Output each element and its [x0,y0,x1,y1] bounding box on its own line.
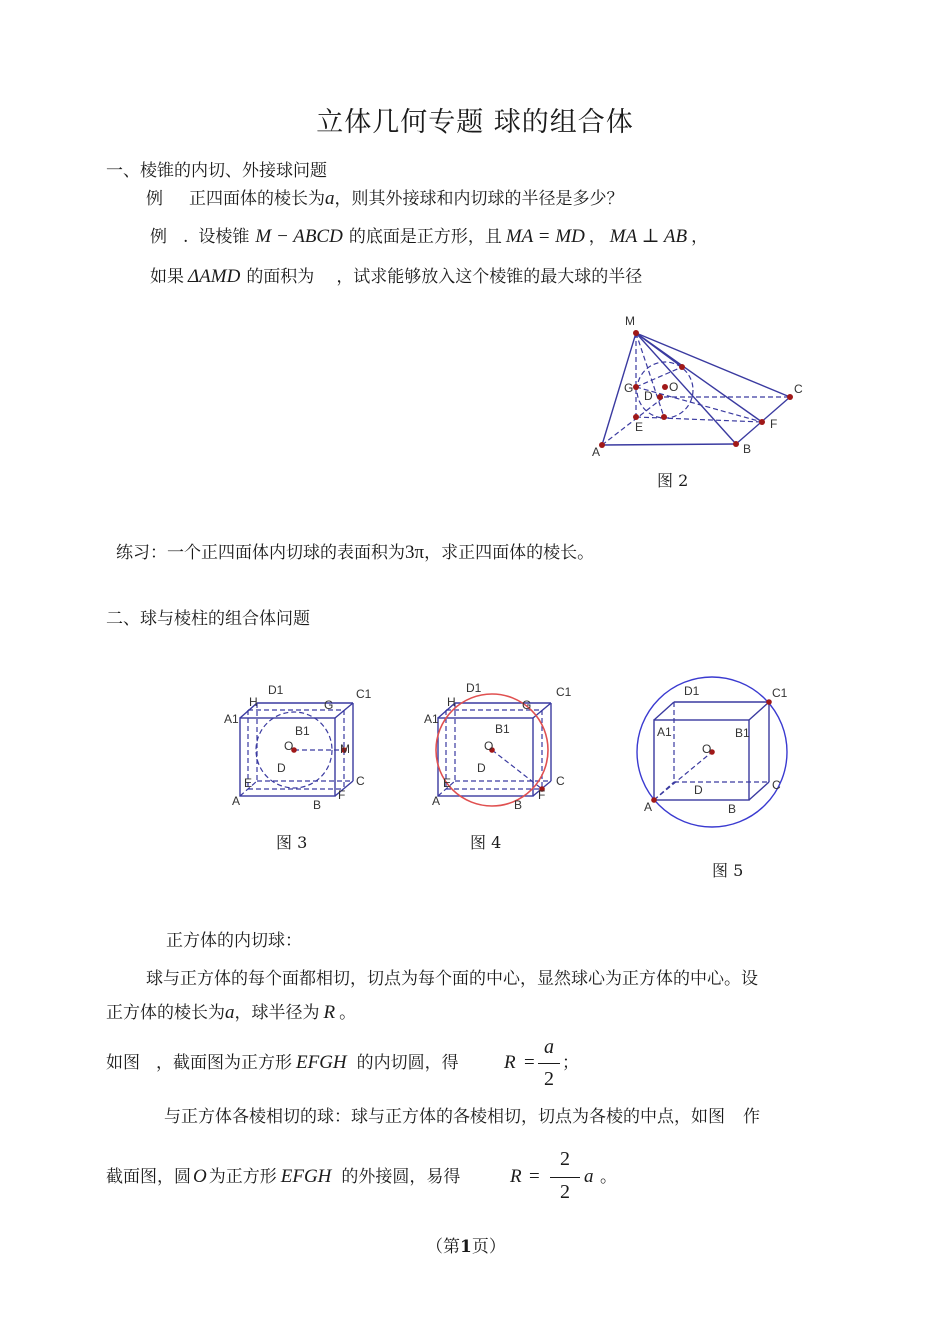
fig4-label-E: E [443,776,452,790]
example1-label: 例 [146,189,163,209]
p3-numerator: a [544,1036,554,1058]
p5-denominator: 2 [560,1181,570,1203]
paragraph-inscribed-heading: 正方体的内切球： [166,931,302,951]
fig5-label-O: O [702,742,712,756]
example1-text-a: 正四面体的棱长为 [189,189,325,209]
paragraph-inscribed-line1: 球与正方体的每个面都相切，切点为每个面的中心，显然球心为正方体的中心。设 [146,969,758,989]
p3-fraction-bar [538,1063,560,1064]
footer-page-number: 1 [460,1237,472,1257]
fig4-label-A1: A1 [424,712,439,726]
fig5-label-B1: B1 [735,726,750,740]
practice-text-b: ，求正四面体的棱长。 [424,543,595,563]
p5-b: 为正方形 [208,1167,277,1187]
section1-heading: 一、棱锥的内切、外接球问题 [106,161,327,181]
figure-5-cube-circumscribed [630,668,800,828]
fig3-label-G: G [324,698,334,712]
fig4-label-G: G [522,698,532,712]
p3-a: 如图 [106,1053,140,1073]
fig4-label-B1: B1 [495,722,510,736]
p5-c: 的外接圆，易得 [341,1167,461,1187]
fig3-label-B: B [313,798,322,812]
paragraph-midsphere-line1 [164,1106,760,1128]
fig2-label-F: F [770,417,778,431]
fig3-label-O: O [284,739,294,753]
example1-var: a [325,188,335,209]
fig2-label-G: G [624,381,634,395]
fig3-label-C1: C1 [356,687,372,701]
fig5-label-C: C [772,778,781,792]
figure-3-caption: 图 3 [276,833,308,852]
section2-heading: 二、球与棱柱的组合体问题 [106,609,310,629]
figure-4-caption: 图 4 [470,833,502,852]
p5-O: O [193,1166,207,1187]
fig2-label-D: D [644,389,653,403]
example2-cond1: MA = MD [505,226,585,247]
fig2-label-A: A [592,445,601,459]
fig5-label-A1: A1 [657,725,672,739]
fig3-label-A: A [232,794,241,808]
p3-equals: = [524,1052,535,1073]
p4-end: 作 [743,1107,760,1127]
example1 [146,188,624,210]
fig4-label-D1: D1 [466,681,482,695]
example2-line2 [150,266,642,288]
p5-var-a: a [584,1166,594,1187]
paragraph-midsphere-line2 [106,1166,460,1188]
example2-pyramid: M − ABCD [255,226,343,247]
p2b-mid: ，球半径为 [234,1003,320,1023]
figure-2-caption: 图 2 [657,471,689,490]
practice [116,542,594,564]
fig3-label-D: D [277,761,286,775]
fig3-label-M: M [340,742,350,756]
paragraph-inscribed-line2 [106,1002,356,1024]
example2-cond2: MA ⊥ AB [609,226,688,247]
fig2-label-B: B [743,442,752,456]
practice-text-a: 练习：一个正四面体内切球的表面积为 [116,543,405,563]
footer-close: 页） [471,1237,506,1257]
page-footer [426,1236,506,1258]
example2-line2-c: ，试求能够放入这个棱锥的最大球的半径 [336,267,643,287]
fig5-label-A: A [644,800,653,814]
p5-a: 截面图，圆 [106,1167,191,1187]
example2-triangle: ΔAMD [188,266,241,287]
fig4-label-A: A [432,794,441,808]
p5-square: EFGH [280,1166,332,1187]
fig3-label-A1: A1 [224,712,239,726]
fig5-label-C1: C1 [772,686,788,700]
figure-2-pyramid [585,305,815,465]
example2-line2-b: 的面积为 [246,267,315,287]
p3-c: 的内切圆，得 [356,1053,459,1073]
fig4-label-C: C [556,774,565,788]
p2b-end: 。 [339,1003,357,1023]
fig3-label-H: H [249,695,258,709]
p5-numerator: 2 [560,1148,570,1170]
fig3-label-C: C [356,774,365,788]
p5-end: 。 [600,1167,617,1187]
fig4-label-F: F [538,788,546,802]
fig5-label-B: B [728,802,737,816]
fig4-label-B: B [514,798,523,812]
fig3-label-F: F [338,788,346,802]
example2-line1 [150,226,708,248]
example2-dot: . [183,227,189,247]
fig2-label-M: M [625,314,635,328]
p5-R: R [510,1166,522,1187]
figure-5-caption: 图 5 [712,861,744,880]
example2-comma2: ， [691,227,709,247]
p2b-text: 正方体的棱长为 [106,1003,225,1023]
fig5-label-D1: D1 [684,684,700,698]
p3-end: ； [562,1053,579,1073]
p3-R: R [504,1052,516,1073]
example1-text-b: ，则其外接球和内切球的半径是多少？ [334,189,624,209]
p5-equals: = [529,1166,540,1187]
page-title: 立体几何专题 球的组合体 [316,107,634,138]
fig4-label-C1: C1 [556,685,572,699]
fig3-label-B1: B1 [295,724,310,738]
p3-b: ，截面图为正方形 [156,1053,292,1073]
figure-3-cube-inscribed [222,678,372,813]
practice-value: 3π [405,542,425,563]
p2b-var: a [225,1002,235,1023]
fig4-label-H: H [447,695,456,709]
fig4-label-D: D [477,761,486,775]
footer-open: （第 [426,1237,460,1257]
example2-line2-a: 如果 [150,267,184,287]
fig3-label-E: E [244,776,253,790]
fig2-label-C: C [794,382,803,396]
paragraph-section-figure [106,1052,459,1074]
example2-text-a: 设棱锥 [198,227,250,247]
fig5-label-D: D [694,783,703,797]
figure-4-cube-midsphere [420,678,580,813]
fig2-label-E: E [635,420,644,434]
p3-square: EFGH [296,1052,347,1073]
fig3-label-D1: D1 [268,683,284,697]
fig2-label-O: O [669,380,679,394]
example2-comma: ， [588,227,606,247]
example2-text-b: 的底面是正方形，且 [348,227,502,247]
example2-label: 例 [150,227,167,247]
p4-text: 与正方体各棱相切的球：球与正方体的各棱相切，切点为各棱的中点，如图 [164,1107,725,1127]
fig4-label-O: O [484,739,494,753]
p3-denominator: 2 [544,1068,554,1090]
p2b-R: R [323,1002,336,1023]
p5-fraction-bar [550,1177,580,1178]
